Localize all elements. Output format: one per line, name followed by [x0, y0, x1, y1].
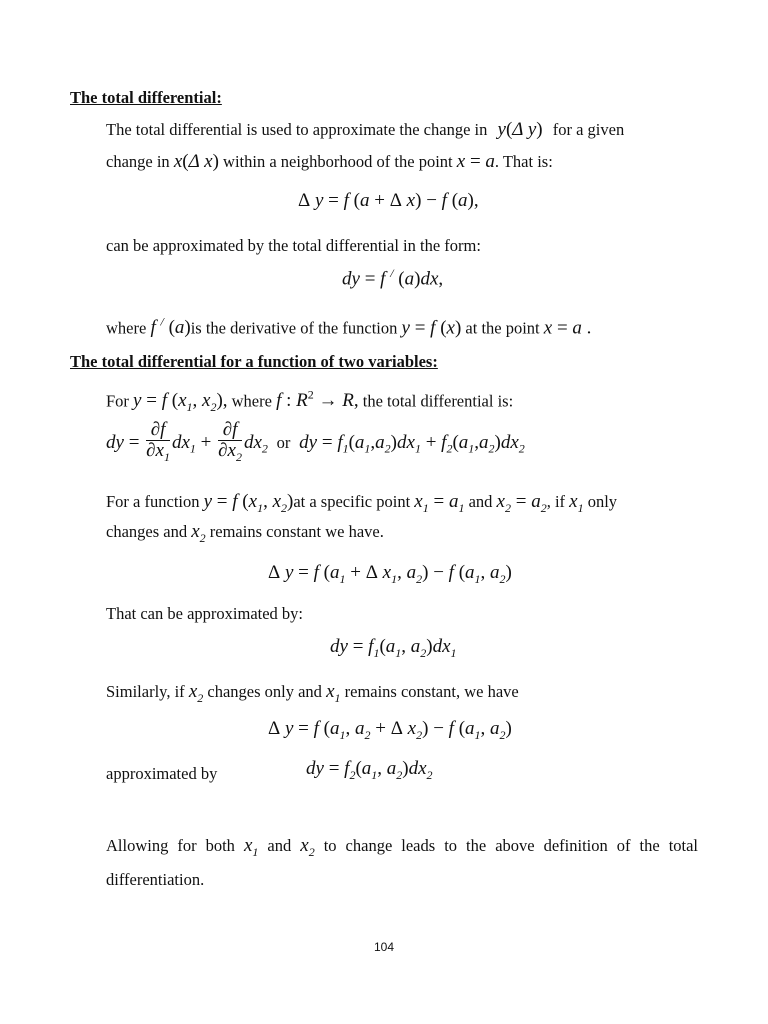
equation-delta-y: Δ y = f (a + Δ x) − f (a), [298, 190, 479, 211]
text: for a given [552, 120, 625, 139]
text: . That is: [494, 152, 553, 171]
text: changes and [106, 522, 188, 541]
paragraph-allowing-both [106, 832, 698, 894]
equation-delta-y-x2: Δ y = f ($a_1$, $a_2 + \Delta$ $x_2) - f$ ($a_1$, $a_2$) [268, 718, 512, 742]
text: and [468, 492, 493, 511]
math-y-eq-fx: y = f (x) [401, 317, 462, 339]
text: where [231, 391, 272, 411]
text: change in [106, 152, 170, 171]
section-heading-two-variables: The total differential for a function of two variables: [70, 352, 438, 371]
text: and [267, 836, 292, 855]
paragraph-where-derivative [106, 310, 591, 340]
text: the total differential is: [362, 391, 514, 411]
paragraph-intro-line2 [106, 150, 553, 174]
text: For a function [106, 492, 200, 511]
paragraph-approximated-by: approximated by [106, 764, 218, 783]
paragraph-for-y-f [106, 383, 513, 419]
math-x2: $x_2$ [191, 521, 206, 545]
text: remains constant, we have [344, 682, 519, 701]
text: Similarly, if [106, 682, 185, 701]
math-x1-eq-a1: $x_1 = a_1$ [414, 491, 465, 515]
math-x2: $x_2$ [188, 681, 204, 705]
paragraph-for-a-function-line1 [106, 490, 617, 520]
text: where [106, 318, 147, 338]
section-heading-total-differential: The total differential: [70, 88, 222, 107]
equation-dy-f1: dy = $f_1(a_1$, $a_2)dx_1$ [330, 636, 457, 660]
equation-delta-y-x1: Δ y = f ($a_1 + \Delta$ $x_1$, $a_2) - f$ ($a_1$, $a_2$) [268, 562, 512, 586]
paragraph-approx: can be approximated by the total differential in the form: [106, 236, 481, 255]
math-f-prime-a: f / (a) [150, 315, 191, 339]
text: The total differential is used to approximate the change in [106, 120, 488, 139]
equation-dy: dy = f / (a)dx, [342, 266, 444, 290]
math-f-r2-r: f : $R^2 \to R$, [276, 388, 359, 412]
math-x1: $x_1$ [243, 835, 259, 859]
text: , if [546, 492, 566, 511]
text: only [587, 492, 618, 511]
text: to change leads to the above definition of the total differentiation. [106, 836, 699, 889]
fraction-df-dx2: $\frac{\partial f}{\partial x_2}$ [218, 419, 242, 464]
text: Allowing for both [106, 836, 235, 855]
text: is the derivative of the function [190, 318, 398, 338]
text: changes only and [207, 682, 322, 701]
text: at a specific point [293, 492, 411, 511]
math-y-f-x1-x2: y = f ($x_1$, $x_2$), [133, 390, 228, 415]
math-x2: $x_2$ [300, 835, 315, 859]
equation-dy-f2: dy = $f_2(a_1$, $a_2)dx_2$ [306, 758, 433, 782]
page-number: 104 [373, 940, 395, 954]
paragraph-for-a-function-line2 [106, 520, 384, 550]
math-x-eq-a: x = a . [543, 317, 592, 339]
math-y-delta-y: y(Δ y) [497, 119, 543, 140]
math-y-f-x1-x2: y = f ($x_1$, $x_2$) [203, 491, 294, 515]
math-x1: $x_1$ [569, 491, 584, 515]
fraction-df-dx1: $\frac{\partial f}{\partial x_1}$ [146, 419, 170, 464]
math-x2-eq-a2: $x_2 = a_2$ [496, 491, 547, 515]
text: For [106, 391, 129, 411]
text-or: or [276, 432, 291, 452]
text: remains constant we have. [209, 522, 384, 541]
math-x1: $x_1$ [326, 681, 341, 705]
equation-total-differential-two-vars: dy = $\frac{\partial f}{\partial x_1}$ $dx_1$ + $\frac{\partial f}{\partial x_2}$ $dx_2$ or dy = $f_1(a_1,a_2)dx_1 + f_2(a_1,a_2)dx_2$ [106, 420, 525, 467]
paragraph-similarly [106, 680, 519, 710]
math-x-delta-x: x(Δ x) [173, 151, 219, 172]
text: within a neighborhood of the point [223, 152, 453, 171]
paragraph-approximated: That can be approximated by: [106, 604, 304, 623]
text: at the point [465, 318, 540, 338]
paragraph-intro-line1 [106, 118, 624, 142]
math-x-eq-a: x = a [456, 151, 495, 172]
